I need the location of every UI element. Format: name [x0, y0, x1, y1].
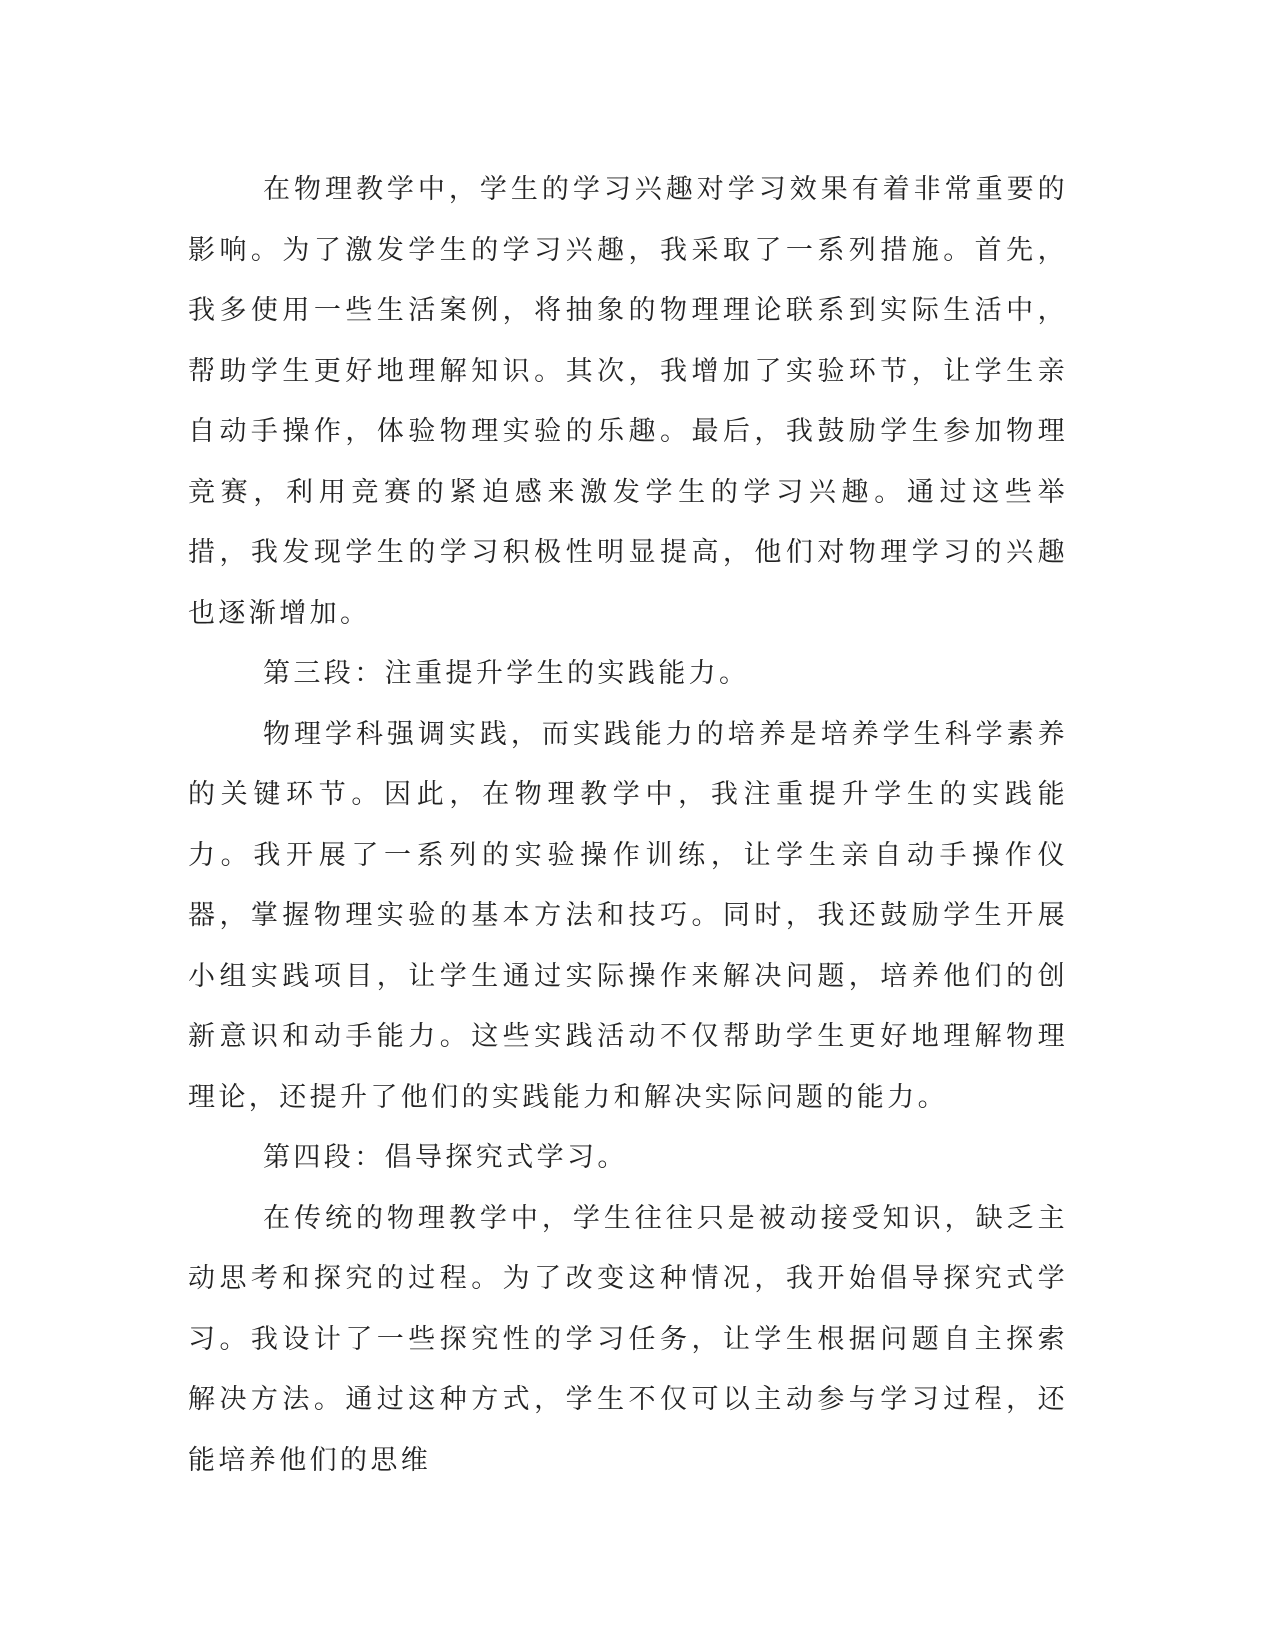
paragraph-inquiry-learning: 在传统的物理教学中，学生往往只是被动接受知识，缺乏主动思考和探究的过程。为了改变这种情况，我开始倡导探究式学习。我设计了一些探究性的学习任务，让学生根据问题自主探索解决方法。通过这种方式，学生不仅可以主动参与学习过程，还能培养他们的思维 [188, 1202, 1068, 1476]
paragraph-practice-ability: 物理学科强调实践，而实践能力的培养是培养学生科学素养的关键环节。因此，在物理教学中，我注重提升学生的实践能力。我开展了一系列的实验操作训练，让学生亲自动手操作仪器，掌握物理实验的基本方法和技巧。同时，我还鼓励学生开展小组实践项目，让学生通过实际操作来解决问题，培养他们的创新意识和动手能力。这些实践活动不仅帮助学生更好地理解物理理论，还提升了他们的实践能力和解决实际问题的能力。 [188, 718, 1068, 1113]
document-body [188, 160, 1068, 1491]
section-heading-practice: 第三段：注重提升学生的实践能力。 [263, 658, 750, 689]
section-heading-inquiry: 第四段：倡导探究式学习。 [263, 1142, 628, 1173]
paragraph-learning-interest: 在物理教学中，学生的学习兴趣对学习效果有着非常重要的影响。为了激发学生的学习兴趣，我采取了一系列措施。首先，我多使用一些生活案例，将抽象的物理理论联系到实际生活中，帮助学生更好地理解知识。其次，我增加了实验环节，让学生亲自动手操作，体验物理实验的乐趣。最后，我鼓励学生参加物理竞赛，利用竞赛的紧迫感来激发学生的学习兴趣。通过这些举措，我发现学生的学习积极性明显提高，他们对物理学习的兴趣也逐渐增加。 [188, 174, 1068, 629]
